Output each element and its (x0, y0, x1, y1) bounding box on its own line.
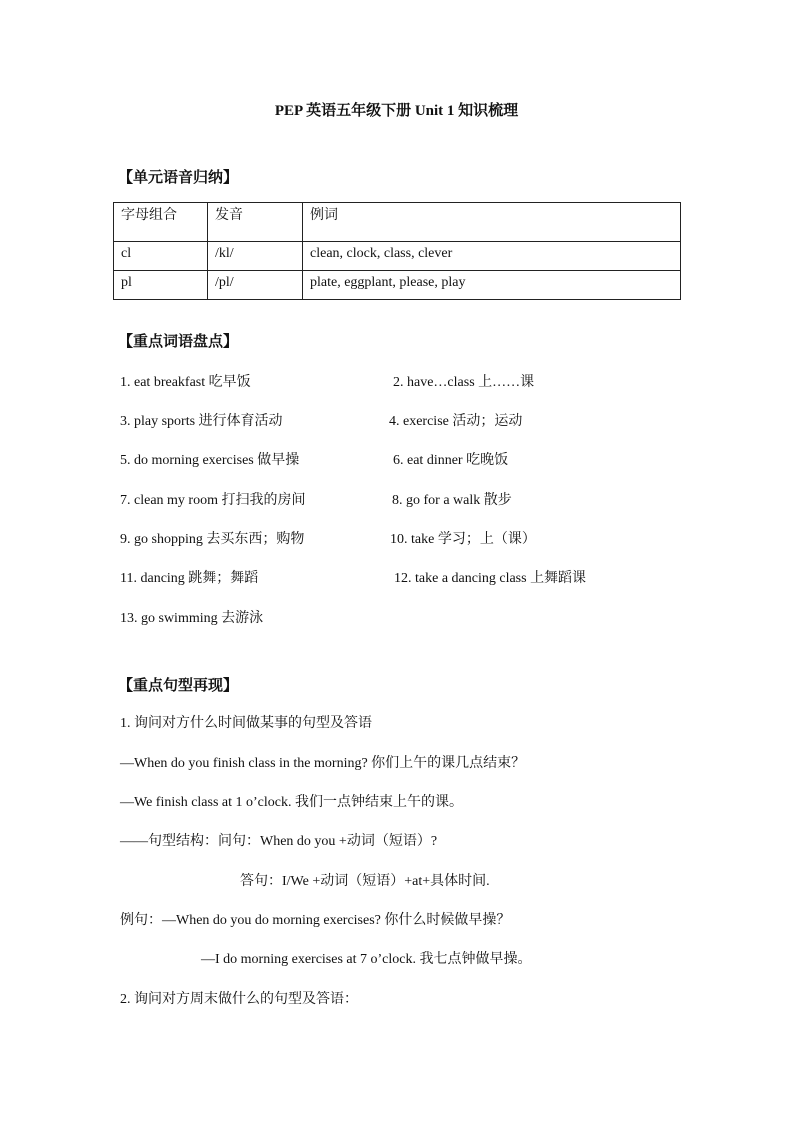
sentence-line: 1. 询问对方什么时间做某事的句型及答语 (120, 716, 372, 731)
vocab-item: 6. eat dinner 吃晚饭 (393, 453, 509, 468)
phonics-table (113, 202, 681, 300)
table-cell: plate, eggplant, please, play (303, 271, 681, 300)
table-row (114, 271, 681, 300)
page-title: PEP 英语五年级下册 Unit 1 知识梳理 (274, 103, 519, 119)
vocab-item: 12. take a dancing class 上舞蹈课 (394, 571, 587, 586)
vocab-item: 13. go swimming 去游泳 (120, 611, 264, 626)
sentence-line: 2. 询问对方周末做什么的句型及答语： (120, 992, 358, 1007)
section-heading-sentences: 【重点句型再现】 (118, 678, 239, 694)
vocab-item: 5. do morning exercises 做早操 (120, 453, 300, 468)
sentence-line: 例句：—When do you do morning exercises? 你什么时候做早操？ (120, 913, 511, 928)
sentence-line: —I do morning exercises at 7 o’clock. 我七点钟做早操。 (201, 952, 532, 967)
vocab-item: 2. have…class 上……课 (393, 375, 535, 390)
table-cell: pl (114, 271, 208, 300)
vocab-item: 3. play sports 进行体育活动 (120, 414, 283, 429)
sentence-line: —We finish class at 1 o’clock. 我们一点钟结束上午的课。 (120, 795, 463, 810)
table-header-cell: 字母组合 (114, 203, 208, 242)
table-header-cell: 发音 (208, 203, 303, 242)
vocab-item: 8. go for a walk 散步 (392, 493, 512, 508)
sentence-line: —When do you finish class in the morning? 你们上午的课几点结束？ (120, 756, 526, 771)
table-cell: clean, clock, class, clever (303, 242, 681, 271)
sentence-line: ——句型结构：问句：When do you +动词（短语）? (120, 834, 438, 849)
vocab-item: 7. clean my room 打扫我的房间 (120, 493, 306, 508)
section-heading-vocab: 【重点词语盘点】 (118, 334, 239, 350)
table-cell: cl (114, 242, 208, 271)
table-cell: /pl/ (208, 271, 303, 300)
section-heading-phonics: 【单元语音归纳】 (118, 170, 239, 186)
sentence-line: 答句：I/We +动词（短语）+at+具体时间. (240, 874, 490, 889)
vocab-item: 4. exercise 活动；运动 (389, 414, 523, 429)
table-cell: /kl/ (208, 242, 303, 271)
vocab-item: 9. go shopping 去买东西；购物 (120, 532, 305, 547)
table-header-cell: 例词 (303, 203, 681, 242)
table-header-row (114, 203, 681, 242)
vocab-item: 10. take 学习；上（课） (390, 532, 536, 547)
vocab-item: 11. dancing 跳舞；舞蹈 (120, 571, 259, 586)
table-row (114, 242, 681, 271)
vocab-item: 1. eat breakfast 吃早饭 (120, 375, 251, 390)
